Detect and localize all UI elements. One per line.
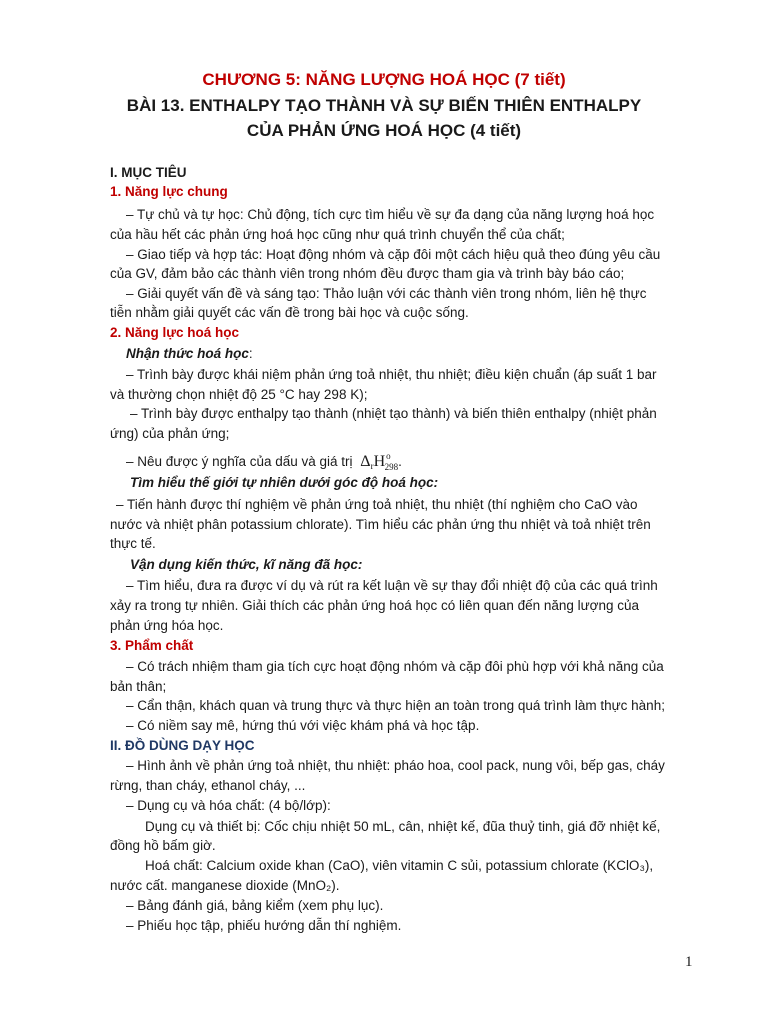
paragraph-line: nước cất. manganese dioxide (MnO₂). [110, 878, 340, 893]
paragraph-line: ứng) của phản ứng; [110, 426, 230, 441]
paragraph-text: – Nêu được ý nghĩa của dấu và giá trị [126, 454, 353, 469]
subheading-general-competence: 1. Năng lực chung [110, 184, 228, 199]
italic-subheading-chemistry-awareness: Nhận thức hoá học [126, 346, 249, 361]
enthalpy-formula: ΔrH$^o_{298}$ [360, 451, 399, 472]
paragraph-line: thực tế. [110, 536, 156, 551]
paragraph-line: – Dụng cụ và hóa chất: (4 bộ/lớp): [126, 798, 331, 813]
paragraph-line: rừng, than cháy, ethanol cháy, ... [110, 778, 306, 793]
paragraph-line: – Trình bày được enthalpy tạo thành (nhiệt tạo thành) và biến thiên enthalpy (nhiệt phản [130, 406, 657, 421]
paragraph-line: bản thân; [110, 679, 167, 694]
italic-subheading-line [126, 345, 711, 363]
italic-subheading-applying-knowledge: Vận dụng kiến thức, kĩ năng đã học: [130, 557, 363, 572]
subheading-qualities: 3. Phẩm chất [110, 638, 194, 653]
lesson-title-line1: BÀI 13. ENTHALPY TẠO THÀNH VÀ SỰ BIẾN THIÊN ENTHALPY [126, 96, 642, 115]
paragraph-line-with-formula: – Nêu được ý nghĩa của dấu và giá trị ΔrH$^o_{298}$. [126, 451, 402, 472]
section-heading-teaching-materials: II. ĐỒ DÙNG DẠY HỌC [110, 738, 255, 753]
paragraph-line: – Tiến hành được thí nghiệm về phản ứng toả nhiệt, thu nhiệt (thí nghiệm cho CaO vào [116, 497, 638, 512]
italic-subheading-natural-world: Tìm hiểu thế giới tự nhiên dưới góc độ hoá học: [130, 475, 439, 490]
paragraph-line: – Bảng đánh giá, bảng kiểm (xem phụ lục). [126, 898, 384, 913]
section-heading-objectives: I. MỤC TIÊU [110, 165, 187, 180]
paragraph-line: – Có niềm say mê, hứng thú với việc khám phá và học tập. [126, 718, 480, 733]
paragraph-line: đồng hồ bấm giờ. [110, 838, 216, 853]
colon: : [248, 346, 253, 361]
paragraph-line: của hầu hết các phản ứng hoá học cũng như quá trình chuyển thể của chất; [110, 227, 565, 242]
paragraph-line: của GV, đảm bảo các thành viên trong nhóm đều được tham gia và trình bày báo cáo; [110, 266, 625, 281]
paragraph-line: nước và nhiệt phân potassium chlorate). Tìm hiểu các phản ứng thu nhiệt và toả nhiệt trên [110, 517, 651, 532]
chapter-title: CHƯƠNG 5: NĂNG LƯỢNG HOÁ HỌC (7 tiết) [202, 70, 566, 89]
paragraph-line: – Hình ảnh về phản ứng toả nhiệt, thu nhiệt: pháo hoa, cool pack, nung vôi, bếp gas, cháy [126, 758, 665, 773]
paragraph-line: tiễn nhằm giải quyết các vấn đề trong bài học và cuộc sống. [110, 305, 469, 320]
paragraph-line: – Giao tiếp và hợp tác: Hoạt động nhóm và cặp đôi một cách hiệu quả theo đúng yêu cầu [126, 247, 661, 262]
paragraph-line: – Phiếu học tập, phiếu hướng dẫn thí nghiệm. [126, 918, 402, 933]
page-number: 1 [685, 954, 693, 970]
paragraph-line: – Có trách nhiệm tham gia tích cực hoạt động nhóm và cặp đôi phù hợp với khả năng của [126, 659, 664, 674]
subheading-chemistry-competence: 2. Năng lực hoá học [110, 325, 240, 340]
paragraph-line: – Tìm hiểu, đưa ra được ví dụ và rút ra kết luận về sự thay đổi nhiệt độ của các quá trình [126, 578, 658, 593]
paragraph-line: – Tự chủ và tự học: Chủ động, tích cực tìm hiểu về sự đa dạng của năng lượng hoá học [126, 207, 655, 222]
paragraph-line: và thường chọn nhiệt độ 25 °C hay 298 K); [110, 387, 368, 402]
paragraph-line: Hoá chất: Calcium oxide khan (CaO), viên vitamin C sủi, potassium chlorate (KClO₃), [145, 858, 654, 873]
paragraph-line: – Trình bày được khái niệm phản ứng toả nhiệt, thu nhiệt; điều kiện chuẩn (áp suất 1 bar [126, 367, 657, 382]
lesson-title-line2: CỦA PHẢN ỨNG HOÁ HỌC (4 tiết) [246, 121, 522, 140]
paragraph-line: – Cẩn thận, khách quan và trung thực và thực hiện an toàn trong quá trình làm thực hành; [126, 698, 665, 713]
paragraph-line: – Giải quyết vấn đề và sáng tạo: Thảo luận với các thành viên trong nhóm, liên hệ thực [126, 286, 647, 301]
paragraph-line: phản ứng hóa học. [110, 618, 224, 633]
paragraph-line: Dụng cụ và thiết bị: Cốc chịu nhiệt 50 mL, cân, nhiệt kế, đũa thuỷ tinh, giá đỡ nhiệt kế, [145, 819, 661, 834]
paragraph-line: xảy ra trong tự nhiên. Giải thích các phản ứng hoá học có liên quan đến năng lượng của [110, 598, 640, 613]
